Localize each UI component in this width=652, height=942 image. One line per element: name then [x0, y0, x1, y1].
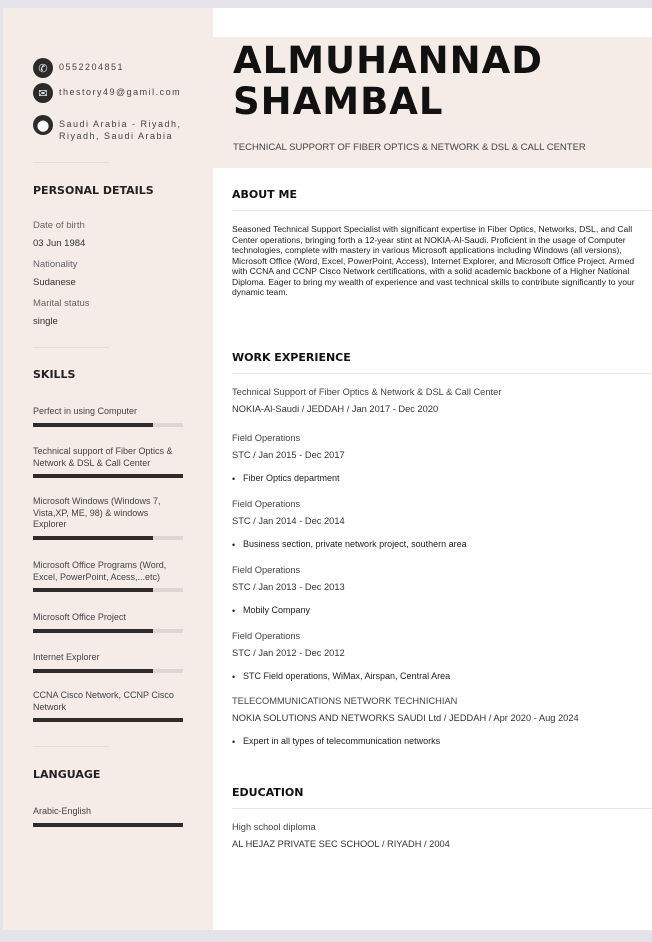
sidebar — [3, 8, 213, 930]
skill-item: Microsoft Windows (Windows 7, Vista,XP, ME, 98) & windows Explorer — [33, 496, 183, 540]
skill-bar-fill — [33, 718, 183, 722]
phone-icon: ✆ — [33, 58, 53, 78]
education-heading: EDUCATION — [232, 786, 304, 799]
about-text: Seasoned Technical Support Specialist with significant expertise in Fiber Optics, Networks, DSL, and Call Center operations, bringing forth a 12-year stint at NOKIA-Al-Saudi. Proficient in the usage of Computer technologies, complete with mastery in various Microsoft applications including Windows (all versions), Microsoft Office (Word, Excel, PowerPoint, Access), Internet Explorer, and Microsoft Office Project. Armed with CCNA and CCNP Cisco Network certifications, with a solid academic backbone of a Higher National Diploma. Eager to bring my wealth of experience and vast technical skills to contribute significantly to your dynamic team. — [232, 224, 635, 297]
skill-item: Technical support of Fiber Optics & Network & DSL & Call Center — [33, 446, 183, 478]
work-item: TELECOMMUNICATIONS NETWORK TECHNICHIAN NOKIA SOLUTIONS AND NETWORKS SAUDI Ltd / JEDDAH / Apr 2020 - Aug 2024 • Expert in all types of telecommunication networks — [232, 696, 642, 746]
job-title: TECHNICAL SUPPORT OF FIBER OPTICS & NETWORK & DSL & CALL CENTER — [233, 142, 586, 153]
work-bullet: • Mobily Company — [232, 605, 642, 615]
skill-bar — [33, 718, 183, 722]
skill-bar — [33, 474, 183, 478]
skill-bar-fill — [33, 588, 153, 592]
about-heading: ABOUT ME — [232, 188, 297, 201]
contact-phone: ✆ 0552204851 — [33, 58, 185, 78]
work-bullet: • Business section, private network project, southern area — [232, 539, 642, 549]
location-pin-icon: ⬤ — [33, 115, 53, 135]
divider — [232, 373, 652, 374]
language-bar-fill — [33, 823, 183, 827]
candidate-name: ALMUHANNAD SHAMBAL — [233, 39, 543, 123]
email-icon: ✉ — [33, 83, 53, 103]
language-item: Arabic-English — [33, 806, 183, 827]
work-item: Field Operations STC / Jan 2014 - Dec 2014 • Business section, private network project, southern area — [232, 499, 642, 549]
work-item: Field Operations STC / Jan 2012 - Dec 2012 • STC Field operations, WiMax, Airspan, Central Area — [232, 631, 642, 681]
skill-bar-fill — [33, 536, 153, 540]
skill-bar-fill — [33, 423, 153, 427]
language-heading: LANGUAGE — [33, 768, 101, 781]
dob-value: 03 Jun 1984 — [33, 238, 86, 249]
skill-item: Microsoft Office Project — [33, 612, 183, 633]
marital-label: Marital status — [33, 298, 90, 309]
skill-bar — [33, 629, 183, 633]
work-item: Field Operations STC / Jan 2013 - Dec 2013 • Mobily Company — [232, 565, 642, 615]
contact-address: ⬤ Saudi Arabia - Riyadh, Riyadh, Saudi Arabia — [33, 115, 199, 142]
divider — [33, 162, 109, 163]
divider — [232, 210, 652, 211]
divider — [33, 746, 109, 747]
skill-item: Perfect in using Computer — [33, 406, 183, 427]
language-bar — [33, 823, 183, 827]
divider — [33, 347, 109, 348]
main-content — [213, 8, 652, 930]
work-bullet: • Fiber Optics department — [232, 473, 642, 483]
skill-bar-fill — [33, 629, 153, 633]
skill-bar — [33, 423, 183, 427]
skill-item: Internet Explorer — [33, 652, 183, 673]
dob-label: Date of birth — [33, 220, 85, 231]
work-item: Technical Support of Fiber Optics & Network & DSL & Call Center NOKIA-Al-Saudi / JEDDAH / Jan 2017 - Dec 2020 — [232, 387, 502, 414]
divider — [232, 808, 652, 809]
work-item: Field Operations STC / Jan 2015 - Dec 2017 • Fiber Optics department — [232, 433, 642, 483]
education-item: High school diploma AL HEJAZ PRIVATE SEC SCHOOL / RIYADH / 2004 — [232, 822, 450, 849]
skill-bar-fill — [33, 474, 183, 478]
skill-bar — [33, 536, 183, 540]
nationality-label: Nationality — [33, 259, 78, 270]
header — [213, 37, 652, 168]
work-bullet: • STC Field operations, WiMax, Airspan, Central Area — [232, 671, 642, 681]
contact-email: ✉ thestory49@gamil.com — [33, 83, 185, 103]
nationality-value: Sudanese — [33, 277, 76, 288]
work-bullet: • Expert in all types of telecommunication networks — [232, 736, 642, 746]
skill-item: CCNA Cisco Network, CCNP Cisco Network — [33, 690, 183, 722]
personal-details-heading: PERSONAL DETAILS — [33, 184, 154, 197]
skill-bar — [33, 588, 183, 592]
skill-bar — [33, 669, 183, 673]
skill-bar-fill — [33, 669, 153, 673]
work-heading: WORK EXPERIENCE — [232, 351, 351, 364]
marital-value: single — [33, 316, 58, 327]
skill-item: Microsoft Office Programs (Word, Excel, PowerPoint, Acess,...etc) — [33, 560, 183, 592]
skills-heading: SKILLS — [33, 368, 76, 381]
